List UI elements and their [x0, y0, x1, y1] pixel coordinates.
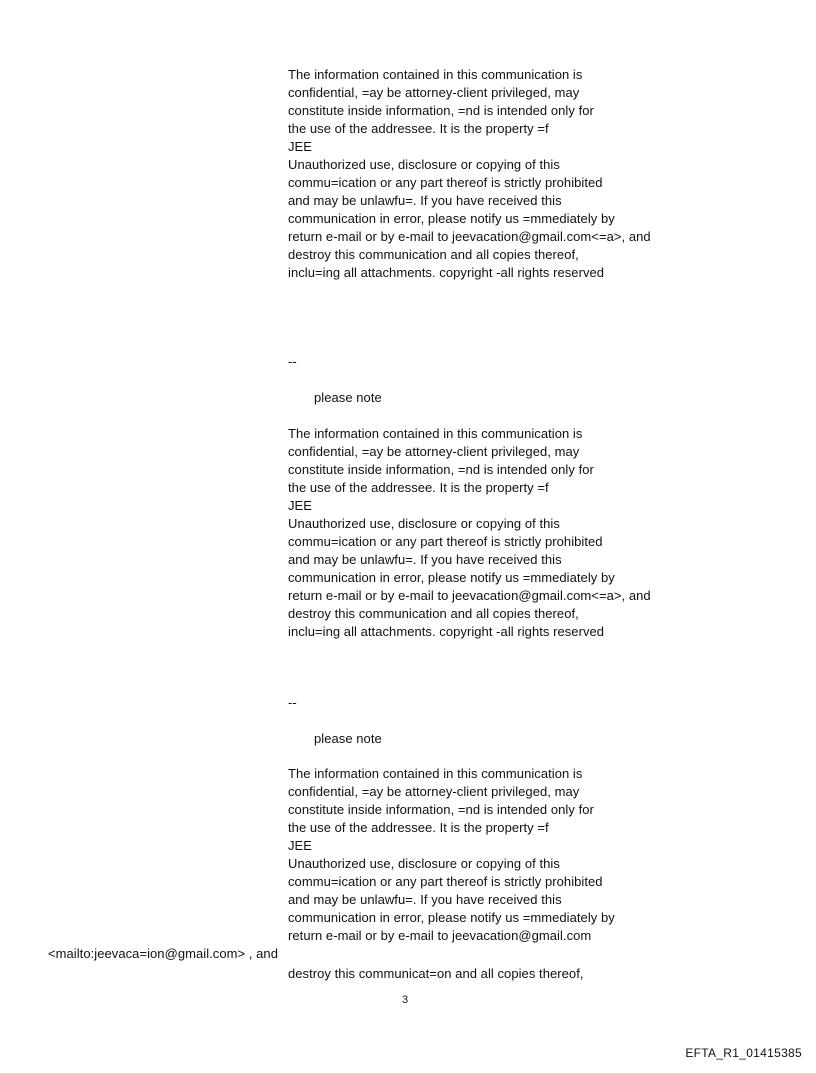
separator: --	[288, 695, 297, 710]
body-line: JEE	[288, 139, 312, 154]
body-line: communication in error, please notify us =mmediately by	[288, 910, 615, 925]
body-line: The information contained in this communication is	[288, 766, 583, 781]
body-line: Unauthorized use, disclosure or copying of this	[288, 516, 560, 531]
note-heading: please note	[314, 390, 382, 405]
body-line: destroy this communication and all copies thereof,	[288, 247, 579, 262]
body-line: confidential, =ay be attorney-client privileged, may	[288, 444, 580, 459]
body-line: commu=ication or any part thereof is strictly prohibited	[288, 874, 603, 889]
body-line: destroy this communication and all copies thereof,	[288, 606, 579, 621]
body-line: Unauthorized use, disclosure or copying of this	[288, 157, 560, 172]
body-line: inclu=ing all attachments. copyright -all rights reserved	[288, 624, 605, 639]
body-line: inclu=ing all attachments. copyright -all rights reserved	[288, 265, 605, 280]
body-line: return e-mail or by e-mail to jeevacation@gmail.com	[288, 928, 592, 943]
page-number: 3	[402, 994, 409, 1006]
body-line: JEE	[288, 498, 312, 513]
mailto-line: <mailto:jeevaca=ion@gmail.com> , and	[48, 946, 278, 961]
body-line: and may be unlawfu=. If you have received this	[288, 193, 562, 208]
body-line: the use of the addressee. It is the property =f	[288, 820, 549, 835]
body-line: The information contained in this communication is	[288, 426, 583, 441]
body-line: commu=ication or any part thereof is strictly prohibited	[288, 534, 603, 549]
body-line: communication in error, please notify us =mmediately by	[288, 570, 615, 585]
separator: --	[288, 354, 297, 369]
body-line: constitute inside information, =nd is intended only for	[288, 802, 594, 817]
body-line: destroy this communicat=on and all copies thereof,	[288, 966, 584, 981]
body-line: constitute inside information, =nd is intended only for	[288, 462, 594, 477]
note-heading: please note	[314, 731, 382, 746]
document-id: EFTA_R1_01415385	[685, 1046, 802, 1060]
body-line: and may be unlawfu=. If you have received this	[288, 892, 562, 907]
body-line: and may be unlawfu=. If you have received this	[288, 552, 562, 567]
body-line: Unauthorized use, disclosure or copying of this	[288, 856, 560, 871]
body-line: return e-mail or by e-mail to jeevacation@gmail.com<=a>, and	[288, 229, 651, 244]
body-line: confidential, =ay be attorney-client privileged, may	[288, 784, 580, 799]
body-line: constitute inside information, =nd is intended only for	[288, 103, 594, 118]
body-line: confidential, =ay be attorney-client privileged, may	[288, 85, 580, 100]
body-line: The information contained in this communication is	[288, 67, 583, 82]
body-line: commu=ication or any part thereof is strictly prohibited	[288, 175, 603, 190]
body-line: the use of the addressee. It is the property =f	[288, 121, 549, 136]
body-line: return e-mail or by e-mail to jeevacation@gmail.com<=a>, and	[288, 588, 651, 603]
body-line: the use of the addressee. It is the property =f	[288, 480, 549, 495]
body-line: communication in error, please notify us =mmediately by	[288, 211, 615, 226]
body-line: JEE	[288, 838, 312, 853]
